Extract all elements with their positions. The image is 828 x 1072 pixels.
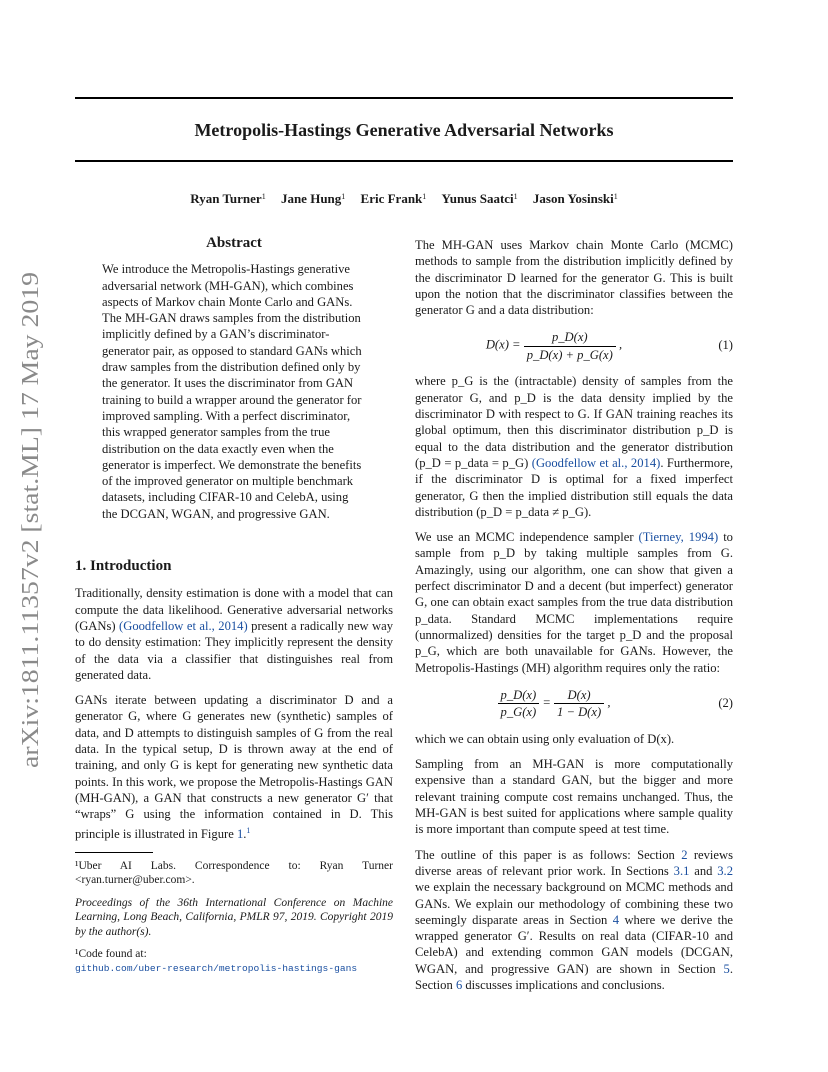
section-ref-link[interactable]: 3.1	[673, 863, 690, 878]
paper-title: Metropolis-Hastings Generative Adversarial Networks	[194, 120, 614, 140]
section-ref-link[interactable]: 5	[723, 961, 730, 976]
right-column	[415, 237, 733, 1002]
right-paragraph-4: which we can obtain using only evaluation of D(x).	[415, 731, 675, 746]
author: Yunus Saatci$^1$	[441, 191, 518, 206]
author-list	[75, 191, 733, 207]
footnote-rule	[75, 852, 153, 853]
right-paragraph-5: Sampling from an MH-GAN is more computationally expensive than a standard GAN, but the bigger and more relevant training compute cost remains unchanged. Thus, the MH-GAN is best suited for applications where sample quality is more important than compute speed at test time.	[415, 757, 733, 837]
code-footnote: ¹Code found at: github.com/uber-research/metropolis-hastings-gans	[75, 947, 393, 976]
section-ref-link[interactable]: 4	[612, 912, 620, 927]
section-ref-link[interactable]: 2	[681, 847, 688, 862]
intro-paragraph-1: Traditionally, density estimation is done with a model that can compute the data likelihood. Generative adversarial networks (GANs) (Goodfellow et al., 2014) present a radically new way to do density estimation: They implicitly represent the density of the data via a classifier that distinguishes real from generated data.	[75, 586, 393, 682]
arxiv-stamp-text: arXiv:1811.11357v2 [stat.ML] 17 May 2019	[17, 330, 44, 768]
title-bottom-rule	[75, 160, 733, 162]
equation-1: D(x) = $\frac{p\_D(x)}{p\_D(x) + p\_G(x)}$ , (1)	[485, 330, 733, 362]
citation-link[interactable]: (Goodfellow et al., 2014)	[119, 618, 248, 633]
author: Ryan Turner$^1$	[190, 191, 266, 206]
author: Eric Frank$^1$	[360, 191, 427, 206]
author: Jason Yosinski$^1$	[532, 191, 618, 206]
title-top-rule	[75, 97, 733, 99]
figure-ref-link[interactable]: 1	[236, 826, 244, 841]
equation-2: $\frac{p\_D(x)}{p\_G(x)}$ = $\frac{D(x)}{1 - D(x)}$ , (2)	[415, 685, 733, 723]
intro-paragraph-2: GANs iterate between updating a discriminator D and a generator G, where G generates new (synthetic) samples of data, and D attempts to distinguish samples of G from the real data. In the typical setup, D is thrown away at the end of training, and only G is kept for generating new synthetic data points. In this work, we propose the Metropolis-Hastings GAN (MH-GAN), a GAN that constructs a new generator G′ that “wraps” G using the information contained in D. This principle is illustrated in Figure 1.$^1$	[75, 693, 393, 841]
citation-link[interactable]: (Tierney, 1994)	[638, 530, 719, 545]
abstract-body: We introduce the Metropolis-Hastings generative adversarial network (MH-GAN), which combines aspects of Markov chain Monte Carlo and GANs. The MH-GAN draws samples from the distribution implicitly defined by a GAN’s discriminator-generator pair, as opposed to standard GANs which draw samples from the distribution defined only by the generator. It uses the discriminator from GAN training to build a wrapper around the generator for improved sampling. With a perfect discriminator, this wrapped generator samples from the true distribution on the data exactly even when the generator is imperfect. We demonstrate the benefits of the improved generator on multiple benchmark datasets, including CIFAR-10 and CelebA, using the DCGAN, WGAN, and progressive GAN.	[102, 262, 362, 521]
left-column	[75, 235, 393, 976]
code-url-link[interactable]: github.com/uber-research/metropolis-hastings-gans	[75, 962, 358, 974]
abstract-heading: Abstract	[206, 235, 262, 251]
proceedings-note: Proceedings of the 36th International Conference on Machine Learning, Long Beach, California, PMLR 97, 2019. Copyright 2019 by the author(s).	[75, 896, 393, 938]
section-ref-link[interactable]: 6	[455, 977, 463, 992]
footnote-mark[interactable]: 1	[246, 825, 251, 835]
equation-number: (1)	[718, 338, 733, 353]
footnote-affiliation: ¹Uber AI Labs. Correspondence to: Ryan Turner <ryan.turner@uber.com>.	[75, 859, 393, 887]
right-paragraph-3: We use an MCMC independence sampler (Tierney, 1994) to sample from p_D by taking multiple samples from G. Amazingly, using our algorithm, one can show that given a perfect discriminator D and a decent (but imperfect) generator G, one can obtain exact samples from the true data distribution p_data. Standard MCMC implementations require (unnormalized) densities for the target p_D and the proposal p_G, which are both unavailable for GANs. However, the Metropolis-Hastings (MH) algorithm requires only the ratio:	[415, 530, 733, 675]
author: Jane Hung$^1$	[280, 191, 346, 206]
right-paragraph-1: The MH-GAN uses Markov chain Monte Carlo (MCMC) methods to sample from the distribution implicitly defined by the discriminator D learned for the generator G. This is built upon the notion that the discriminator classifies between the generator G and a data distribution:	[415, 238, 733, 318]
equation-number: (2)	[718, 695, 733, 710]
citation-link[interactable]: (Goodfellow et al., 2014)	[531, 455, 661, 470]
right-paragraph-2: where p_G is the (intractable) density of samples from the generator G, and p_D is the data density implied by the discriminator D with respect to G. If GAN training reaches its global optimum, then this discriminator distribution p_D is equal to the data distribution and the generator distribution (p_D = p_data = p_G) (Goodfellow et al., 2014). Furthermore, if the discriminator D is optimal for a fixed imperfect generator, G then the implied distribution still equals the data distribution (p_D = p_data ≠ p_G).	[415, 374, 734, 519]
right-paragraph-6: The outline of this paper is as follows: Section 2 reviews diverse areas of relevant prior work. In Sections 3.1 and 3.2 we explain the necessary background on MCMC methods and GANs. We explain our methodology of combining these two seemingly disparate areas in Section 4 where we derive the wrapped generator G′. Results on real data (CIFAR-10 and CelebA) and extending common GAN models (DCGAN, WGAN, and progressive GAN) are shown in Section 5. Section 6 discusses implications and conclusions.	[415, 847, 733, 992]
intro-heading: 1. Introduction	[75, 558, 172, 575]
section-ref-link[interactable]: 3.2	[717, 863, 733, 878]
arxiv-stamp	[8, 270, 48, 770]
